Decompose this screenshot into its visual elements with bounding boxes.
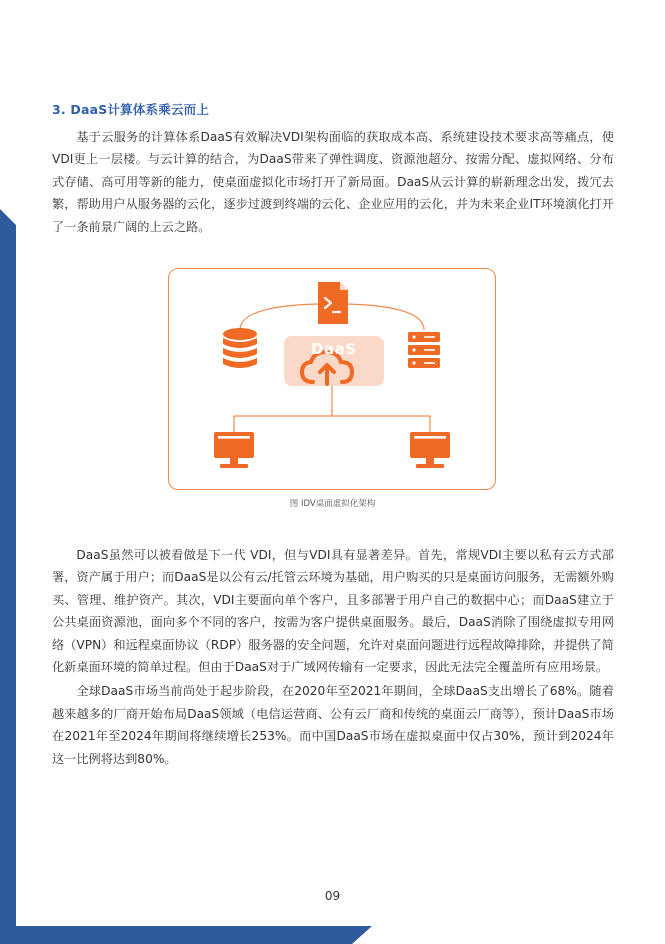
bottom-content (52, 544, 614, 770)
left-band-shape (0, 209, 16, 944)
monitor-icon (214, 432, 254, 468)
monitor-icon (410, 432, 450, 468)
server-icon (408, 332, 440, 368)
architecture-figure (168, 268, 496, 492)
paragraph-3: 全球DaaS市场当前尚处于起步阶段，在2020年至2021年期间，全球DaaS支出增长了68%。随着越来越多的厂商开始布局DaaS领域（电信运营商、公有云厂商和传统的桌面云厂商等），预计DaaS市场在2021年至2024年期间将继续增长253%。而中国DaaS市场在虚拟桌面中仅占30%，预计到2024年这一比例将达到80%。 (52, 684, 614, 766)
database-icon (223, 328, 257, 368)
figure-caption: 图 IDV桌面虚拟化架构 (289, 499, 376, 509)
section-title: 3. DaaS计算体系乘云而上 (52, 102, 210, 117)
connector-right (346, 304, 424, 330)
top-content (52, 100, 614, 238)
page-number: 09 (324, 889, 341, 903)
paragraph-1: 基于云服务的计算体系DaaS有效解决VDI架构面临的获取成本高、系统建设技术要求高等痛点，使VDI更上一层楼。与云计算的结合，为DaaS带来了弹性调度、资源池超分、按需分配、虚拟网络、分布式存储、高可用等新的能力，使桌面虚拟化市场打开了新局面。DaaS从云计算的崭新理念出发，拨冗去繁，帮助用户从服务器的云化，逐步过渡到终端的云化、企业应用的云化，并为未来企业IT环境演化打开了一条前景广阔的上云之路。 (52, 130, 614, 234)
figure-diagram (168, 268, 496, 492)
bottom-band-shape (16, 926, 372, 944)
terminal-file-icon (318, 282, 348, 324)
daas-label: DaaS (311, 340, 357, 358)
paragraph-2: DaaS虽然可以被看做是下一代 VDI，但与VDI具有显著差异。首先，常规VDI主要以私有云方式部署，资产属于用户；而DaaS是以公有云/托管云环境为基础，用户购买的只是桌面访问服务，无需额外购买、管理、维护资产。其次，VDI主要面向单个客户，且多部署于用户自己的数据中心；而DaaS建立于公共桌面资源池，面向多个不同的客户，按需为客户提供桌面服务。最后，DaaS消除了围绕虚拟专用网络（VPN）和远程桌面协议（RDP）服务器的安全问题，允许对桌面问题进行远程故障排除，并提供了简化新桌面环境的简单过程。但由于DaaS对于广域网传输有一定要求，因此无法完全覆盖所有应用场景。 (52, 548, 614, 675)
connector-bottom (234, 416, 430, 432)
connector-left (240, 304, 318, 330)
